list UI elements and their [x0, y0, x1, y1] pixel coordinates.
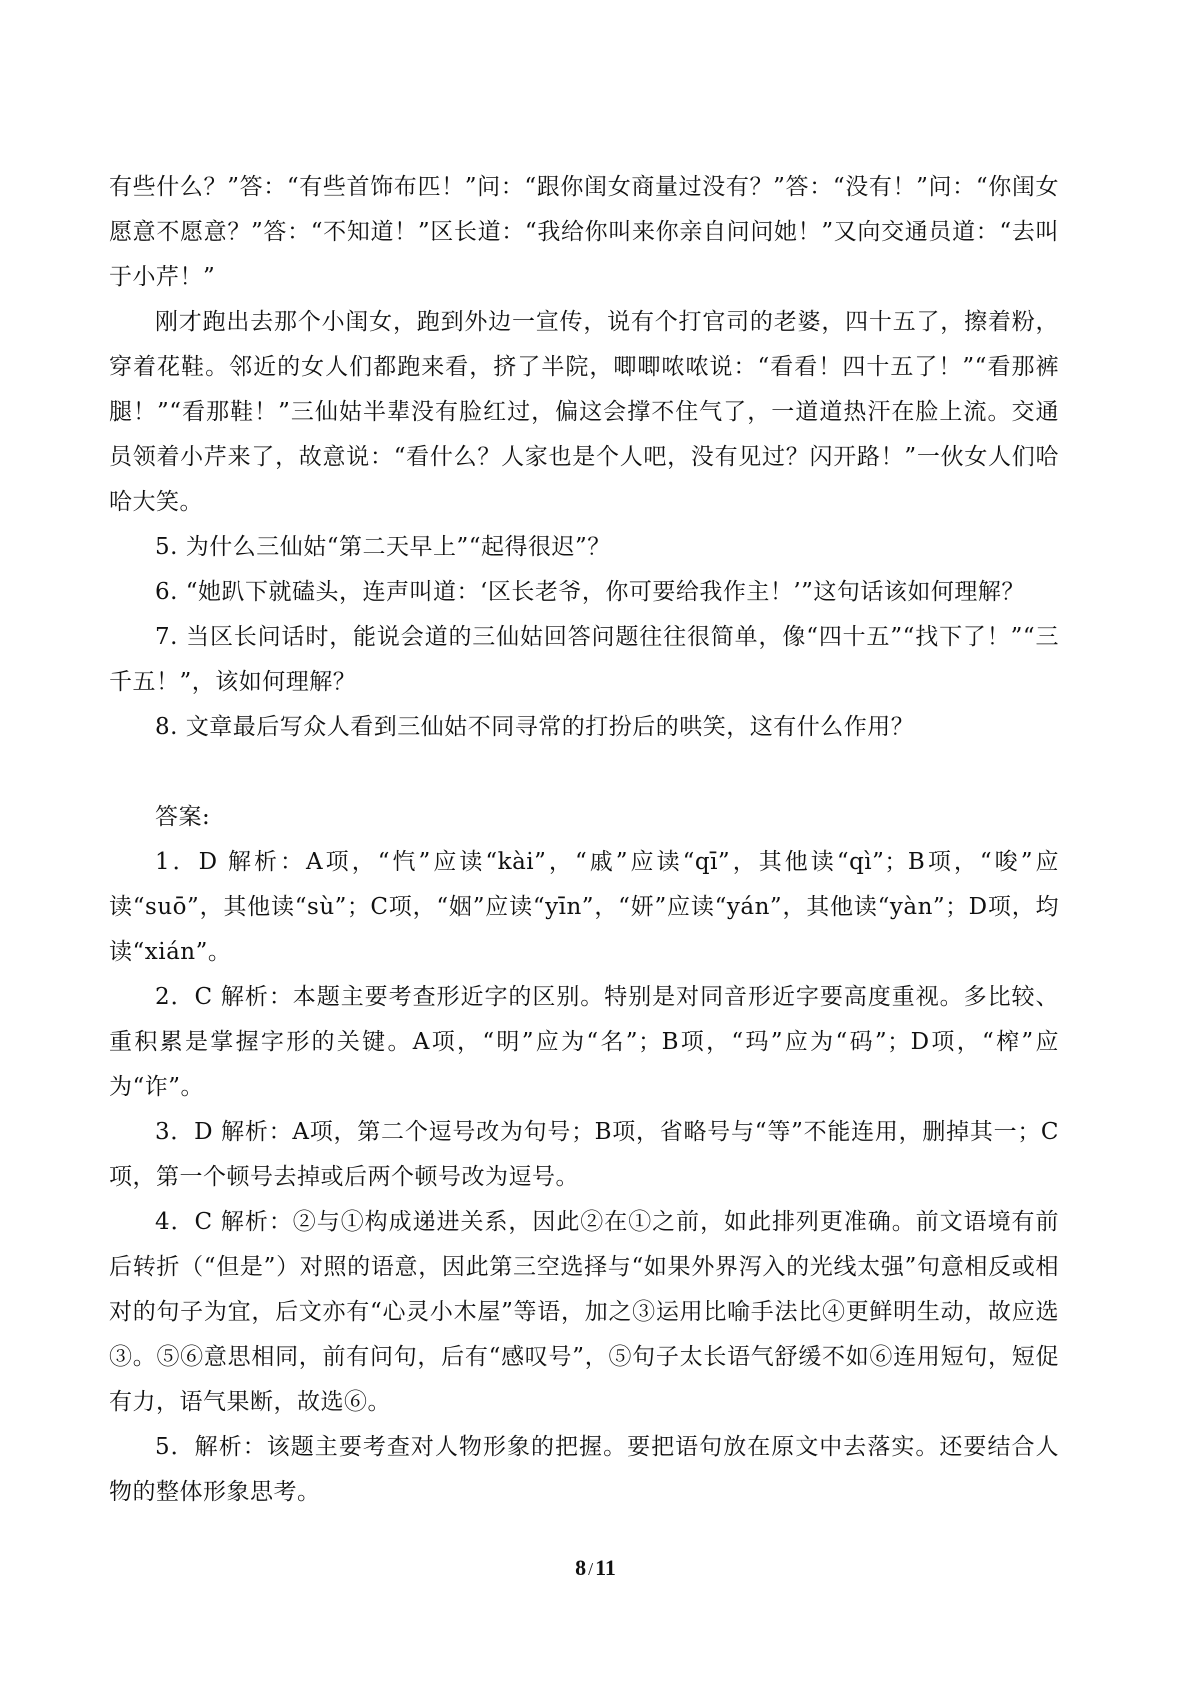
question-5: 5. 为什么三仙姑“第二天早上”“起得很迟”？	[155, 534, 611, 560]
answer-2: 2．C 解析：本题主要考查形近字的区别。特别是对同音形近字要高度重视。多比较、重积累是掌握字形的关键。A项，“明”应为“名”；B项，“玛”应为“码”；D项，“榨”应为“诈”。	[109, 984, 1059, 1100]
total-pages: 11	[595, 1555, 616, 1580]
passage-paragraph-2: 刚才跑出去那个小闺女，跑到外边一宣传，说有个打官司的老婆，四十五了，擦着粉，穿着花鞋。邻近的女人们都跑来看，挤了半院，唧唧哝哝说：“看看！四十五了！”“看那裤腿！”“看那鞋！”三仙姑半辈没有脸红过，偏这会撑不住气了，一道道热汗在脸上流。交通员领着小芹来了，故意说：“看什么？人家也是个人吧，没有见过？闪开路！”一伙女人们哈哈大笑。	[109, 309, 1059, 515]
answers-heading: 答案:	[155, 804, 211, 830]
section-spacer	[109, 750, 1059, 795]
answer-3: 3．D 解析：A项，第二个逗号改为句号；B项，省略号与“等”不能连用，删掉其一；C项，第一个顿号去掉或后两个顿号改为逗号。	[109, 1119, 1059, 1190]
document-body	[109, 165, 1059, 1515]
answer-5: 5．解析：该题主要考查对人物形象的把握。要把语句放在原文中去落实。还要结合人物的整体形象思考。	[109, 1434, 1059, 1505]
question-7: 7. 当区长问话时，能说会道的三仙姑回答问题往往很简单，像“四十五”“找下了！”“三千五！”，该如何理解？	[109, 624, 1060, 695]
passage-paragraph-1: 有些什么？”答：“有些首饰布匹！”问：“跟你闺女商量过没有？”答：“没有！”问：“你闺女愿意不愿意？”答：“不知道！”区长道：“我给你叫来你亲自问问她！”又向交通员道：“去叫于小芹！”	[109, 174, 1059, 290]
question-8: 8. 文章最后写众人看到三仙姑不同寻常的打扮后的哄笑，这有什么作用？	[155, 714, 915, 740]
current-page: 8	[575, 1555, 587, 1580]
page-number	[0, 1555, 1191, 1581]
question-6: 6. “她趴下就磕头，连声叫道：‘区长老爷，你可要给我作主！’”这句话该如何理解？	[155, 579, 1025, 605]
page-separator: /	[588, 1559, 594, 1579]
answer-4: 4．C 解析：②与①构成递进关系，因此②在①之前，如此排列更准确。前文语境有前后转折（“但是”）对照的语意，因此第三空选择与“如果外界泻入的光线太强”句意相反或相对的句子为宜，后文亦有“心灵小木屋”等语，加之③运用比喻手法比④更鲜明生动，故应选③。⑤⑥意思相同，前有问句，后有“感叹号”，⑤句子太长语气舒缓不如⑥连用短句，短促有力，语气果断，故选⑥。	[109, 1209, 1059, 1415]
answer-1: 1．D 解析：A项，“忾”应读“kài”，“戚”应读“qī”，其他读“qì”；B项，“唆”应读“suō”，其他读“sù”；C项，“姻”应读“yīn”，“妍”应读“yán”，其他读“yàn”；D项，均读“xián”。	[109, 849, 1059, 965]
